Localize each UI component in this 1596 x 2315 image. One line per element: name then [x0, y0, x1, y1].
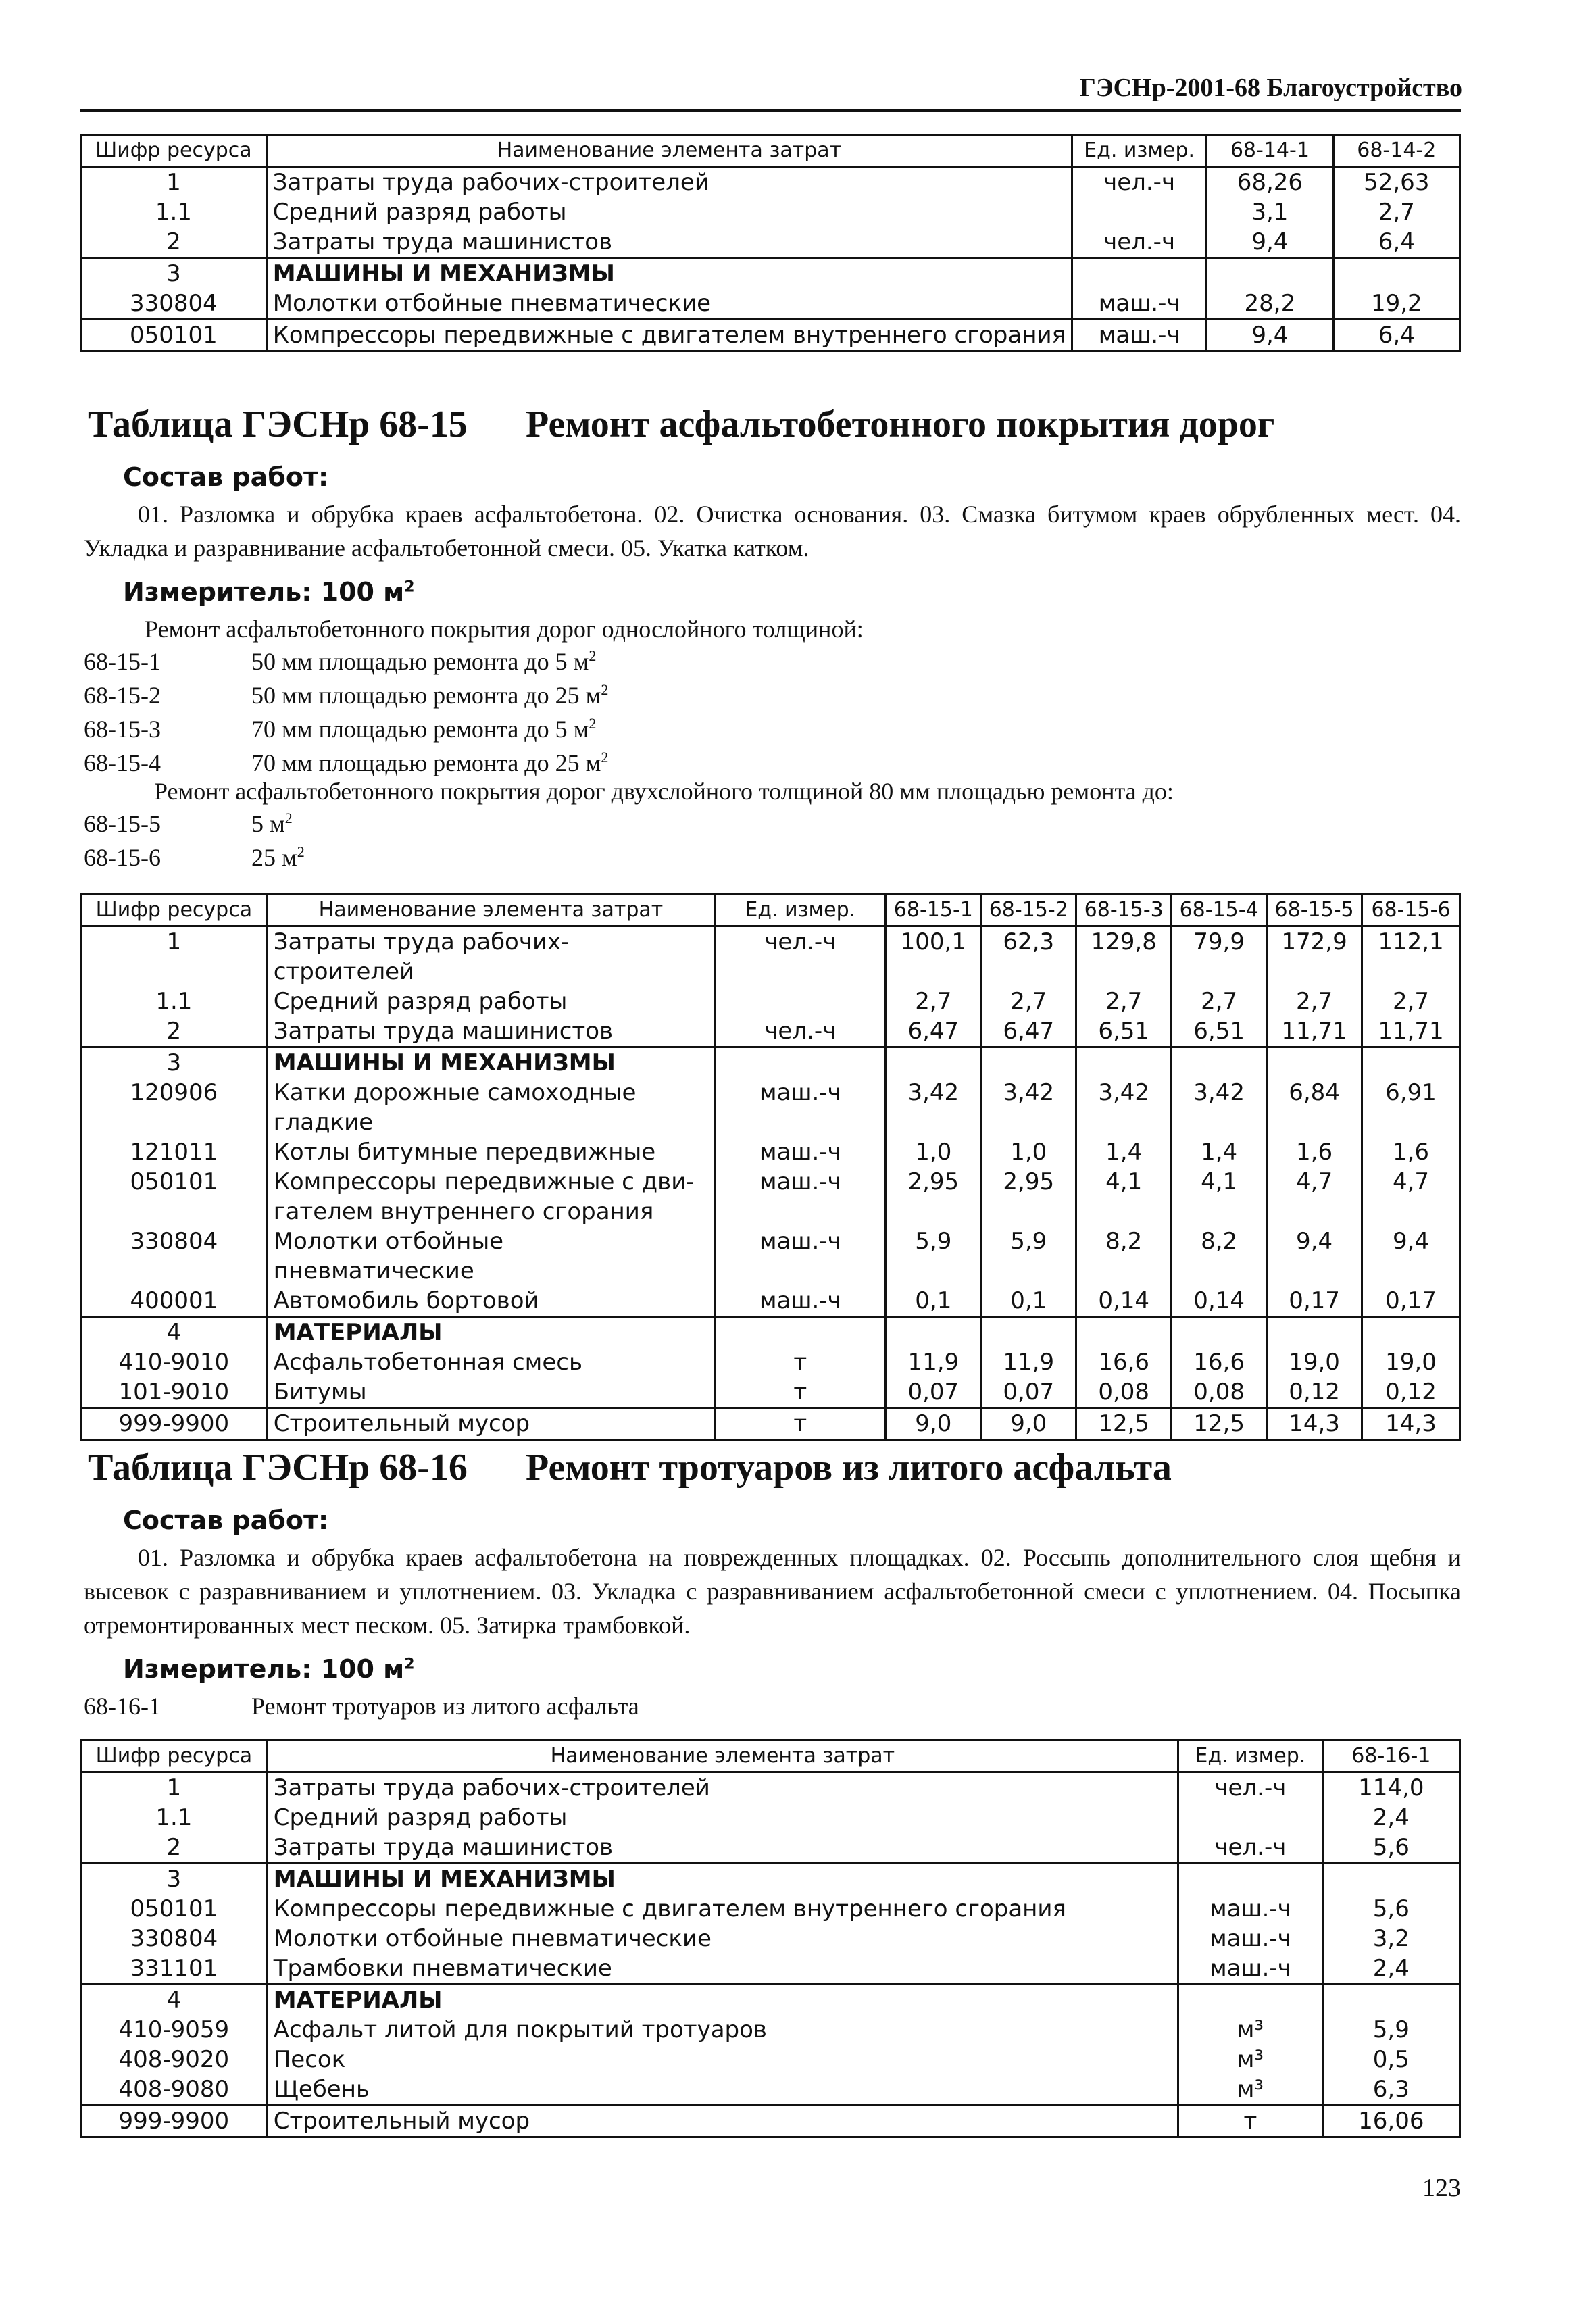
table-row	[81, 1894, 1460, 1924]
cell-value	[1172, 1317, 1267, 1348]
cell-value: 2,7	[1362, 987, 1460, 1016]
cell-name: Затраты труда машинистов	[266, 227, 1072, 258]
column-header: Ед. измер.	[1072, 135, 1207, 167]
item-text: 50 мм площадью ремонта до 5 м	[251, 648, 589, 675]
cell-name: Котлы битумные передвижные	[267, 1137, 714, 1167]
cell-value: 11,71	[1362, 1016, 1460, 1047]
cell-value: 19,0	[1267, 1347, 1362, 1377]
column-header: 68-14-1	[1207, 135, 1333, 167]
cell-value: 2,7	[1076, 987, 1172, 1016]
column-header: 68-15-6	[1362, 895, 1460, 926]
cell-code: 120906	[81, 1078, 268, 1137]
cell-code: 410-9059	[81, 2015, 268, 2045]
item-row	[84, 681, 608, 710]
table-row	[81, 926, 1460, 987]
cell-value: 9,0	[981, 1408, 1076, 1440]
cell-value: 2,4	[1322, 1803, 1460, 1833]
cell-value: 0,07	[886, 1377, 981, 1408]
cell-value	[1362, 1317, 1460, 1348]
works-label: Состав работ:	[123, 462, 329, 492]
cell-unit: чел.-ч	[715, 1016, 886, 1047]
column-header: Наименование элемента затрат	[267, 1741, 1178, 1772]
cell-code: 050101	[81, 320, 267, 351]
item-row	[84, 810, 293, 838]
running-head: ГЭСНр-2001-68 Благоустройство	[1079, 74, 1462, 102]
cell-name: Щебень	[267, 2074, 1178, 2106]
item-sup: 2	[601, 681, 609, 698]
table-row	[81, 1078, 1460, 1137]
cell-unit: маш.-ч	[715, 1078, 886, 1137]
cell-value: 3,42	[981, 1078, 1076, 1137]
cell-value: 52,63	[1333, 167, 1460, 198]
cell-value: 1,6	[1362, 1137, 1460, 1167]
cell-value: 6,91	[1362, 1078, 1460, 1137]
item-row	[84, 843, 305, 872]
cell-value: 8,2	[1172, 1226, 1267, 1286]
cell-unit	[1178, 1864, 1323, 1895]
column-header: Ед. измер.	[1178, 1741, 1323, 1772]
cell-value: 6,3	[1322, 2074, 1460, 2106]
cell-value: 9,4	[1207, 227, 1333, 258]
cell-value: 28,2	[1207, 289, 1333, 320]
column-header: Шифр ресурса	[81, 895, 268, 926]
table-row	[81, 2074, 1460, 2106]
cell-name: Асфальтобетонная смесь	[267, 1347, 714, 1377]
cell-value: 1,4	[1076, 1137, 1172, 1167]
cell-value: 172,9	[1267, 926, 1362, 987]
cell-value: 0,17	[1267, 1286, 1362, 1317]
cell-value: 5,9	[981, 1226, 1076, 1286]
cell-value: 1,4	[1172, 1137, 1267, 1167]
column-header: Шифр ресурса	[81, 1741, 268, 1772]
title-text: Ремонт асфальтобетонного покрытия дорог	[526, 403, 1275, 445]
table-row	[81, 289, 1460, 320]
item-sup: 2	[284, 810, 293, 826]
cell-value: 3,2	[1322, 1924, 1460, 1953]
table-row	[81, 1016, 1460, 1047]
item-text: 70 мм площадью ремонта до 5 м	[251, 716, 589, 743]
title-number: Таблица ГЭСНр 68-16	[88, 1447, 468, 1489]
column-header: 68-15-3	[1076, 895, 1172, 926]
cell-name: Затраты труда машинистов	[267, 1016, 714, 1047]
cell-unit: чел.-ч	[1072, 167, 1207, 198]
cell-value: 5,6	[1322, 1894, 1460, 1924]
cell-code: 1.1	[81, 197, 267, 227]
cell-value: 3,42	[1076, 1078, 1172, 1137]
intro-single-layer: Ремонт асфальтобетонного покрытия дорог однослойного толщиной:	[145, 616, 864, 643]
works-label: Состав работ:	[123, 1505, 329, 1535]
cell-unit: м³	[1178, 2015, 1323, 2045]
cell-code: 1	[81, 1772, 268, 1803]
cell-value	[1322, 1985, 1460, 2016]
meter-text: Измеритель: 100 м	[123, 577, 405, 607]
cell-unit: т	[715, 1347, 886, 1377]
cell-value: 12,5	[1172, 1408, 1267, 1440]
cell-code: 121011	[81, 1137, 268, 1167]
cell-unit: т	[715, 1377, 886, 1408]
cell-value: 2,95	[981, 1167, 1076, 1226]
cell-value	[981, 1317, 1076, 1348]
column-header: 68-15-4	[1172, 895, 1267, 926]
cell-value: 2,7	[1172, 987, 1267, 1016]
item-68-16-1	[84, 1692, 639, 1720]
cell-unit: маш.-ч	[715, 1167, 886, 1226]
table-row	[81, 1772, 1460, 1803]
table-row	[81, 1953, 1460, 1985]
meter-sup: 2	[404, 578, 415, 596]
item-sup: 2	[601, 749, 609, 766]
page-number: 123	[1422, 2174, 1461, 2202]
item-sup: 2	[297, 843, 305, 860]
item-sup: 2	[589, 647, 597, 664]
cell-name: Песок	[267, 2045, 1178, 2074]
cell-value: 0,5	[1322, 2045, 1460, 2074]
cell-name: Молотки отбойные пневматические	[267, 1924, 1178, 1953]
cell-code: 2	[81, 227, 267, 258]
cell-value: 6,47	[981, 1016, 1076, 1047]
cell-value: 5,9	[1322, 2015, 1460, 2045]
cell-name: Молотки отбойные пневматические	[267, 1226, 714, 1286]
cell-unit: м³	[1178, 2074, 1323, 2106]
cell-name: Затраты труда рабочих-строителей	[266, 167, 1072, 198]
cell-name: Асфальт литой для покрытий тротуаров	[267, 2015, 1178, 2045]
cell-value: 5,9	[886, 1226, 981, 1286]
cell-value: 9,4	[1362, 1226, 1460, 1286]
cell-code: 1.1	[81, 987, 268, 1016]
cell-name: Катки дорожные самоходные гладкие	[267, 1078, 714, 1137]
cell-value: 1,6	[1267, 1137, 1362, 1167]
cell-value: 6,84	[1267, 1078, 1362, 1137]
column-header: 68-16-1	[1322, 1741, 1460, 1772]
cell-value: 129,8	[1076, 926, 1172, 987]
cell-value: 11,71	[1267, 1016, 1362, 1047]
cell-name: МАШИНЫ И МЕХАНИЗМЫ	[267, 1864, 1178, 1895]
cell-value: 1,0	[981, 1137, 1076, 1167]
cell-code: 408-9020	[81, 2045, 268, 2074]
cell-unit: т	[715, 1408, 886, 1440]
cell-value: 3,42	[886, 1078, 981, 1137]
table-row	[81, 1286, 1460, 1317]
column-header: Наименование элемента затрат	[266, 135, 1072, 167]
cell-value: 16,6	[1076, 1347, 1172, 1377]
cell-name: МАШИНЫ И МЕХАНИЗМЫ	[266, 258, 1072, 289]
cell-value: 19,0	[1362, 1347, 1460, 1377]
cell-name: Строительный мусор	[267, 1408, 714, 1440]
cell-unit: маш.-ч	[715, 1137, 886, 1167]
cell-value	[1322, 1864, 1460, 1895]
table-row	[81, 1924, 1460, 1953]
cell-value: 2,7	[1333, 197, 1460, 227]
table-row	[81, 1985, 1460, 2016]
cell-code: 3	[81, 1864, 268, 1895]
item-sup: 2	[589, 715, 597, 732]
cell-code: 1.1	[81, 1803, 268, 1833]
meter-text: Измеритель: 100 м	[123, 1654, 405, 1684]
table-68-15	[80, 893, 1461, 1441]
column-header: Наименование элемента затрат	[267, 895, 714, 926]
cell-name: Затраты труда машинистов	[267, 1833, 1178, 1864]
item-code: 68-16-1	[84, 1693, 161, 1720]
table-header-row	[81, 895, 1460, 926]
cell-value: 4,1	[1172, 1167, 1267, 1226]
item-code: 68-15-3	[84, 716, 161, 743]
cell-name: Затраты труда рабочих-строителей	[267, 1772, 1178, 1803]
table-row	[81, 1047, 1460, 1078]
cell-name: Битумы	[267, 1377, 714, 1408]
cell-unit: маш.-ч	[715, 1286, 886, 1317]
cell-code: 410-9010	[81, 1347, 268, 1377]
column-header: 68-15-5	[1267, 895, 1362, 926]
cell-code: 330804	[81, 1924, 268, 1953]
cell-value	[1267, 1047, 1362, 1078]
cell-code: 3	[81, 1047, 268, 1078]
table-row	[81, 1803, 1460, 1833]
cell-value: 62,3	[981, 926, 1076, 987]
cell-value: 12,5	[1076, 1408, 1172, 1440]
cell-value: 9,4	[1207, 320, 1333, 351]
table-title-68-16	[88, 1446, 1172, 1489]
item-row	[84, 715, 596, 743]
cell-value: 0,08	[1076, 1377, 1172, 1408]
table-row	[81, 197, 1460, 227]
table-row	[81, 1377, 1460, 1408]
item-row	[84, 749, 608, 777]
cell-value: 3,42	[1172, 1078, 1267, 1137]
cell-value: 5,6	[1322, 1833, 1460, 1864]
cell-unit: маш.-ч	[1072, 320, 1207, 351]
meter-sup: 2	[404, 1656, 415, 1673]
title-text: Ремонт тротуаров из литого асфальта	[526, 1447, 1172, 1489]
cell-unit: маш.-ч	[1178, 1924, 1323, 1953]
cell-code: 2	[81, 1016, 268, 1047]
cell-value: 0,12	[1362, 1377, 1460, 1408]
cell-name: МАТЕРИАЛЫ	[267, 1985, 1178, 2016]
item-text: 50 мм площадью ремонта до 25 м	[251, 682, 601, 709]
cell-value: 11,9	[886, 1347, 981, 1377]
table-row	[81, 320, 1460, 351]
table-row	[81, 1408, 1460, 1440]
cell-code: 2	[81, 1833, 268, 1864]
item-code: 68-15-1	[84, 648, 161, 675]
cell-value: 112,1	[1362, 926, 1460, 987]
cell-code: 999-9900	[81, 2106, 268, 2137]
cell-value: 6,51	[1172, 1016, 1267, 1047]
cell-name: МАТЕРИАЛЫ	[267, 1317, 714, 1348]
cell-code: 050101	[81, 1167, 268, 1226]
cell-value: 2,4	[1322, 1953, 1460, 1985]
cell-value: 16,6	[1172, 1347, 1267, 1377]
cell-code: 101-9010	[81, 1377, 268, 1408]
cell-value: 68,26	[1207, 167, 1333, 198]
cell-value: 6,47	[886, 1016, 981, 1047]
cell-unit: чел.-ч	[1178, 1772, 1323, 1803]
cell-name: Средний разряд работы	[266, 197, 1072, 227]
cell-value: 0,14	[1172, 1286, 1267, 1317]
table-68-14	[80, 134, 1461, 352]
cell-value: 14,3	[1267, 1408, 1362, 1440]
cell-unit	[1178, 1803, 1323, 1833]
cell-code: 999-9900	[81, 1408, 268, 1440]
table-row	[81, 2045, 1460, 2074]
column-header: 68-15-2	[981, 895, 1076, 926]
cell-value	[1172, 1047, 1267, 1078]
cell-name: Затраты труда рабочих-строителей	[267, 926, 714, 987]
table-row	[81, 258, 1460, 289]
cell-name: Средний разряд работы	[267, 987, 714, 1016]
cell-unit	[715, 1047, 886, 1078]
cell-value	[1362, 1047, 1460, 1078]
item-text: 25 м	[251, 844, 297, 871]
cell-value: 100,1	[886, 926, 981, 987]
cell-code: 408-9080	[81, 2074, 268, 2106]
cell-value	[981, 1047, 1076, 1078]
meter-label	[123, 577, 415, 607]
cell-value: 6,4	[1333, 320, 1460, 351]
table-row	[81, 227, 1460, 258]
cell-value: 0,17	[1362, 1286, 1460, 1317]
column-header: 68-14-2	[1333, 135, 1460, 167]
works-text: 01. Разломка и обрубка краев асфальтобетона. 02. Очистка основания. 03. Смазка битумом краев обрубленных мест. 04. Укладка и разравнивание асфальтобетонной смеси. 05. Укатка катком.	[84, 501, 1461, 562]
cell-name: МАШИНЫ И МЕХАНИЗМЫ	[267, 1047, 714, 1078]
cell-value: 0,12	[1267, 1377, 1362, 1408]
cell-value	[1267, 1317, 1362, 1348]
cell-value	[1333, 258, 1460, 289]
cell-value: 79,9	[1172, 926, 1267, 987]
meter-label	[123, 1654, 415, 1684]
cell-name: Компрессоры передвижные с дви-гателем внутреннего сгорания	[267, 1167, 714, 1226]
column-header: Шифр ресурса	[81, 135, 267, 167]
item-text: Ремонт тротуаров из литого асфальта	[251, 1693, 639, 1720]
cell-code: 3	[81, 258, 267, 289]
item-code: 68-15-4	[84, 749, 161, 776]
cell-unit: чел.-ч	[1178, 1833, 1323, 1864]
cell-value: 2,95	[886, 1167, 981, 1226]
cell-unit: маш.-ч	[1178, 1894, 1323, 1924]
item-text: 70 мм площадью ремонта до 25 м	[251, 749, 601, 776]
table-title-68-15	[88, 403, 1274, 446]
cell-value: 4,7	[1362, 1167, 1460, 1226]
cell-value: 1,0	[886, 1137, 981, 1167]
cell-value: 2,7	[981, 987, 1076, 1016]
table-row	[81, 2106, 1460, 2137]
cell-unit	[715, 987, 886, 1016]
table-row	[81, 1864, 1460, 1895]
cell-code: 331101	[81, 1953, 268, 1985]
cell-value	[1207, 258, 1333, 289]
cell-name: Автомобиль бортовой	[267, 1286, 714, 1317]
table-row	[81, 1167, 1460, 1226]
cell-value	[1076, 1047, 1172, 1078]
table-header-row	[81, 135, 1460, 167]
cell-value: 6,4	[1333, 227, 1460, 258]
cell-value: 11,9	[981, 1347, 1076, 1377]
cell-name: Средний разряд работы	[267, 1803, 1178, 1833]
cell-value: 2,7	[886, 987, 981, 1016]
cell-value	[1076, 1317, 1172, 1348]
cell-value: 2,7	[1267, 987, 1362, 1016]
cell-value: 14,3	[1362, 1408, 1460, 1440]
works-text: 01. Разломка и обрубка краев асфальтобетона на поврежденных площадках. 02. Россыпь дополнительного слоя щебня и высевок с разравниванием и уплотнением. 03. Укладка с разравниванием асфальтобетонной смеси с уплотнением. 04. Посыпка отремонтированных мест песком. 05. Затирка трамбовкой.	[84, 1544, 1461, 1639]
cell-code: 050101	[81, 1894, 268, 1924]
cell-value: 3,1	[1207, 197, 1333, 227]
cell-value: 0,14	[1076, 1286, 1172, 1317]
cell-name: Трамбовки пневматические	[267, 1953, 1178, 1985]
table-row	[81, 2015, 1460, 2045]
cell-code: 400001	[81, 1286, 268, 1317]
cell-unit	[715, 1317, 886, 1348]
item-row	[84, 647, 596, 676]
table-row	[81, 1833, 1460, 1864]
table-row	[81, 1226, 1460, 1286]
cell-name: Молотки отбойные пневматические	[266, 289, 1072, 320]
cell-value: 6,51	[1076, 1016, 1172, 1047]
cell-value	[886, 1047, 981, 1078]
cell-unit: чел.-ч	[715, 926, 886, 987]
cell-value: 9,0	[886, 1408, 981, 1440]
cell-unit: м³	[1178, 2045, 1323, 2074]
table-row	[81, 1317, 1460, 1348]
cell-unit: маш.-ч	[1178, 1953, 1323, 1985]
cell-name: Компрессоры передвижные с двигателем внутреннего сгорания	[266, 320, 1072, 351]
cell-code: 330804	[81, 289, 267, 320]
cell-unit: чел.-ч	[1072, 227, 1207, 258]
cell-name: Компрессоры передвижные с двигателем внутреннего сгорания	[267, 1894, 1178, 1924]
cell-value: 4,7	[1267, 1167, 1362, 1226]
cell-value: 16,06	[1322, 2106, 1460, 2137]
cell-unit: маш.-ч	[1072, 289, 1207, 320]
table-row	[81, 1137, 1460, 1167]
cell-code: 4	[81, 1985, 268, 2016]
cell-value: 0,1	[981, 1286, 1076, 1317]
table-row	[81, 987, 1460, 1016]
table-68-16	[80, 1739, 1461, 2138]
cell-value: 0,08	[1172, 1377, 1267, 1408]
item-code: 68-15-6	[84, 844, 161, 871]
cell-value: 0,1	[886, 1286, 981, 1317]
item-text: 5 м	[251, 810, 285, 837]
cell-code: 1	[81, 167, 267, 198]
table-row	[81, 1347, 1460, 1377]
column-header: Ед. измер.	[715, 895, 886, 926]
cell-unit	[1072, 258, 1207, 289]
cell-value	[886, 1317, 981, 1348]
cell-unit	[1178, 1985, 1323, 2016]
cell-code: 330804	[81, 1226, 268, 1286]
item-code: 68-15-2	[84, 682, 161, 709]
header-rule	[80, 109, 1461, 112]
item-code: 68-15-5	[84, 810, 161, 837]
title-number: Таблица ГЭСНр 68-15	[88, 403, 468, 445]
cell-value: 19,2	[1333, 289, 1460, 320]
cell-value: 0,07	[981, 1377, 1076, 1408]
cell-unit: маш.-ч	[715, 1226, 886, 1286]
cell-value: 4,1	[1076, 1167, 1172, 1226]
cell-value: 9,4	[1267, 1226, 1362, 1286]
intro-double-layer: Ремонт асфальтобетонного покрытия дорог двухслойного толщиной 80 мм площадью ремонта до:	[154, 778, 1174, 805]
table-header-row	[81, 1741, 1460, 1772]
cell-value: 8,2	[1076, 1226, 1172, 1286]
cell-value: 114,0	[1322, 1772, 1460, 1803]
table-row	[81, 167, 1460, 198]
column-header: 68-15-1	[886, 895, 981, 926]
cell-code: 4	[81, 1317, 268, 1348]
cell-unit	[1072, 197, 1207, 227]
cell-code: 1	[81, 926, 268, 987]
cell-unit: т	[1178, 2106, 1323, 2137]
cell-name: Строительный мусор	[267, 2106, 1178, 2137]
